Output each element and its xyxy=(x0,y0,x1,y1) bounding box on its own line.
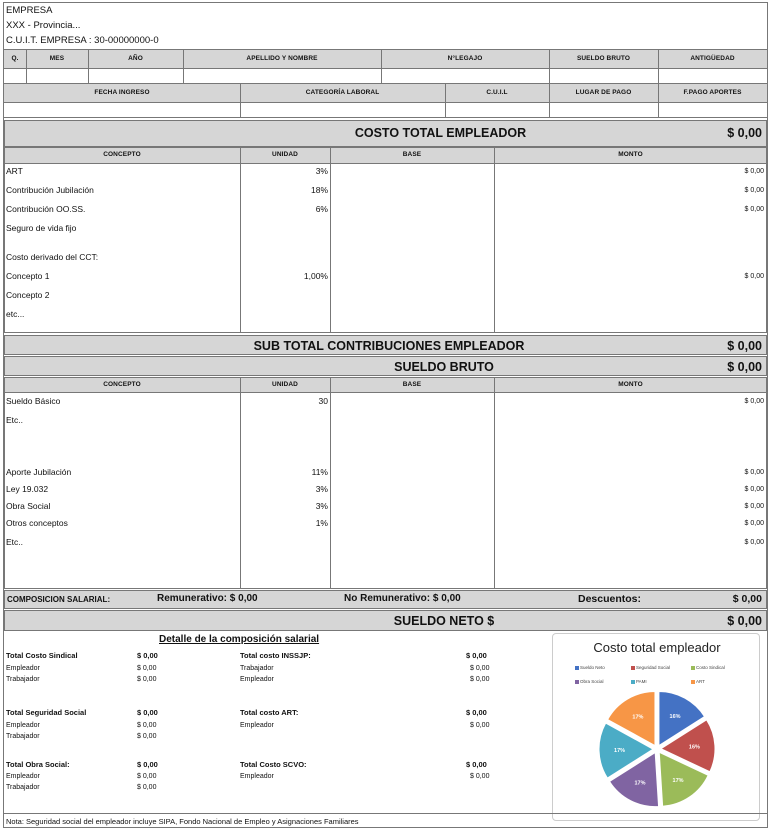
sueldo-row-unidad: 3% xyxy=(315,484,328,494)
sueldo-neto-label: SUELDO NETO $ xyxy=(393,614,495,628)
costo-row-concepto: Costo derivado del CCT: xyxy=(6,252,99,262)
sueldo-row-unidad: 11% xyxy=(311,467,328,477)
costo-col-base: BASE xyxy=(402,151,422,158)
header-sueldo-bruto: SUELDO BRUTO xyxy=(576,55,631,62)
detalle-line-value: $ 0,00 xyxy=(470,722,490,729)
costo-row-concepto: Seguro de vida fijo xyxy=(6,223,77,233)
costo-row-unidad: 3% xyxy=(315,166,328,176)
detalle-line-value: $ 0,00 xyxy=(470,773,490,780)
detalle-line-label: Empleador xyxy=(6,722,40,729)
costo-total-value: $ 0,00 xyxy=(727,126,762,140)
sueldo-col-unidad: UNIDAD xyxy=(272,381,298,388)
detalle-block-total: $ 0,00 xyxy=(137,651,158,660)
header-antiguedad: ANTIGÜEDAD xyxy=(690,55,735,62)
sueldo-col-monto: MONTO xyxy=(618,381,643,388)
legend-item: Sueldo Neto xyxy=(575,665,605,670)
detalle-line-label: Empleador xyxy=(240,773,274,780)
detalle-line-value: $ 0,00 xyxy=(470,676,490,683)
detalle-block-title: Total Seguridad Social xyxy=(6,708,87,717)
header-categoria: CATEGORÍA LABORAL xyxy=(305,89,380,96)
detalle-line-value: $ 0,00 xyxy=(137,773,157,780)
detalle-line-label: Empleador xyxy=(6,773,40,780)
sueldo-row-unidad: 3% xyxy=(315,501,328,511)
sueldo-row-monto: $ 0,00 xyxy=(744,539,764,546)
detalle-line-label: Empleador xyxy=(240,722,274,729)
detalle-block-title: Total costo ART: xyxy=(240,708,299,717)
costo-col-concepto: CONCEPTO xyxy=(103,151,141,158)
no-remunerativo-total: No Remunerativo: $ 0,00 xyxy=(344,593,461,604)
payroll-sheet xyxy=(3,2,768,828)
pie-slice-label: 16% xyxy=(669,714,681,721)
sueldo-row-concepto: Obra Social xyxy=(6,501,51,511)
pie-slice-label: 17% xyxy=(632,714,644,721)
detalle-block-title: Total costo INSSJP: xyxy=(240,651,311,660)
detalle-line-value: $ 0,00 xyxy=(137,733,157,740)
sueldo-row-unidad: 30 xyxy=(318,396,328,406)
detalle-block-total: $ 0,00 xyxy=(466,760,487,769)
sueldo-row-concepto: Aporte Jubilación xyxy=(6,467,72,477)
header-q: Q. xyxy=(11,55,19,62)
detalle-block-total: $ 0,00 xyxy=(466,708,487,717)
company-name: EMPRESA xyxy=(6,5,53,16)
costo-row-concepto: Contribución Jubilación xyxy=(6,185,94,195)
legend-item: Costo Sindical xyxy=(691,665,725,670)
sueldo-neto-value: $ 0,00 xyxy=(727,614,762,628)
pie-chart xyxy=(553,634,761,822)
costo-col-unidad: UNIDAD xyxy=(272,151,298,158)
sueldo-row-concepto: Ley 19.032 xyxy=(6,484,49,494)
header-cuil: C.U.I.L xyxy=(486,89,508,96)
sueldo-row-unidad: 1% xyxy=(315,518,328,528)
sueldo-row-monto: $ 0,00 xyxy=(744,398,764,405)
costo-row-concepto: ART xyxy=(6,166,23,176)
costo-row-monto: $ 0,00 xyxy=(744,273,764,280)
costo-row-concepto: Contribución OO.SS. xyxy=(6,204,86,214)
header-lugar-pago: LUGAR DE PAGO xyxy=(575,89,632,96)
detalle-block-title: Total Costo SCVO: xyxy=(240,760,307,769)
header-fpago-aportes: F.PAGO APORTES xyxy=(683,89,742,96)
header-fecha-ingreso: FECHA INGRESO xyxy=(94,89,150,96)
costo-row-monto: $ 0,00 xyxy=(744,206,764,213)
legend-item: PAMI xyxy=(631,679,647,684)
sueldo-row-monto: $ 0,00 xyxy=(744,503,764,510)
header-apellido: APELLIDO Y NOMBRE xyxy=(246,55,318,62)
sueldo-row-monto: $ 0,00 xyxy=(744,469,764,476)
costo-row-concepto: Concepto 2 xyxy=(6,290,50,300)
costo-row-concepto: Concepto 1 xyxy=(6,271,50,281)
subtotal-value: $ 0,00 xyxy=(727,339,762,353)
legend-item: Obra Social xyxy=(575,679,604,684)
chart-title: Costo total empleador xyxy=(593,640,721,655)
detalle-line-value: $ 0,00 xyxy=(137,784,157,791)
header-ano: AÑO xyxy=(128,55,143,62)
detalle-line-label: Trabajador xyxy=(6,676,40,683)
sueldo-bruto-value: $ 0,00 xyxy=(727,360,762,374)
detalle-block-title: Total Obra Social: xyxy=(6,760,70,769)
composicion-label: COMPOSICION SALARIAL: xyxy=(7,595,111,604)
costo-row-unidad: 6% xyxy=(315,204,328,214)
subtotal-label: SUB TOTAL CONTRIBUCIONES EMPLEADOR xyxy=(253,339,525,353)
detalle-line-value: $ 0,00 xyxy=(137,676,157,683)
costo-row-unidad: 1,00% xyxy=(303,271,328,281)
pie-chart-panel xyxy=(552,633,760,821)
costo-row-concepto: etc... xyxy=(6,309,25,319)
detalle-line-value: $ 0,00 xyxy=(137,722,157,729)
pie-slice-label: 16% xyxy=(688,744,700,751)
header-legajo: N°LEGAJO xyxy=(447,55,483,62)
detalle-title: Detalle de la composición salarial xyxy=(159,634,320,645)
legend-item: Seguridad Social xyxy=(631,665,670,670)
company-location: XXX - Provincia... xyxy=(6,20,81,31)
detalle-line-label: Trabajador xyxy=(240,665,274,672)
detalle-line-label: Trabajador xyxy=(6,733,40,740)
sueldo-row-monto: $ 0,00 xyxy=(744,486,764,493)
detalle-block-title: Total Costo Sindical xyxy=(6,651,78,660)
costo-col-monto: MONTO xyxy=(618,151,643,158)
sueldo-row-concepto: Otros conceptos xyxy=(6,518,68,528)
costo-row-unidad: 18% xyxy=(310,185,328,195)
detalle-block-total: $ 0,00 xyxy=(466,651,487,660)
descuentos-value: $ 0,00 xyxy=(732,593,762,605)
pie-slice-label: 17% xyxy=(672,777,684,784)
header-mes: MES xyxy=(49,55,65,62)
legend-item: ART xyxy=(691,679,705,684)
footer-note: Nota: Seguridad social del empleador incluye SIPA, Fondo Nacional de Empleo y Asignaciones Familiares xyxy=(6,817,359,826)
detalle-line-value: $ 0,00 xyxy=(470,665,490,672)
detalle-block-total: $ 0,00 xyxy=(137,760,158,769)
sueldo-row-concepto: Etc.. xyxy=(6,415,24,425)
remunerativo-total: Remunerativo: $ 0,00 xyxy=(157,593,258,604)
detalle-line-label: Trabajador xyxy=(6,784,40,791)
detalle-line-label: Empleador xyxy=(240,676,274,683)
pie-slice-label: 17% xyxy=(614,748,626,755)
costo-row-monto: $ 0,00 xyxy=(744,187,764,194)
sueldo-row-concepto: Sueldo Básico xyxy=(6,396,61,406)
detalle-line-value: $ 0,00 xyxy=(137,665,157,672)
detalle-block-total: $ 0,00 xyxy=(137,708,158,717)
costo-row-monto: $ 0,00 xyxy=(744,168,764,175)
descuentos-label: Descuentos: xyxy=(578,593,642,605)
sueldo-bruto-title: SUELDO BRUTO xyxy=(394,360,494,374)
sueldo-row-concepto: Etc.. xyxy=(6,537,24,547)
sueldo-col-concepto: CONCEPTO xyxy=(103,381,141,388)
costo-total-title: COSTO TOTAL EMPLEADOR xyxy=(354,126,527,140)
sueldo-table xyxy=(4,377,767,589)
company-cuit: C.U.I.T. EMPRESA : 30-00000000-0 xyxy=(6,35,159,46)
detalle-line-label: Empleador xyxy=(6,665,40,672)
sueldo-row-monto: $ 0,00 xyxy=(744,520,764,527)
sueldo-col-base: BASE xyxy=(402,381,422,388)
pie-slice-label: 17% xyxy=(634,780,646,787)
